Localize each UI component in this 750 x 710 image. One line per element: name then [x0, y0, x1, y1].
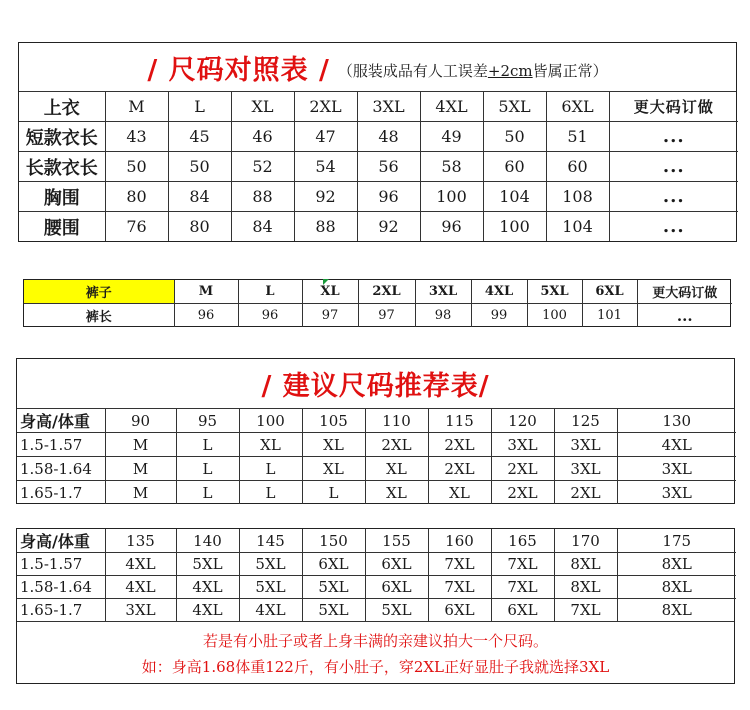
table-cell: L [239, 457, 302, 481]
table-row [17, 457, 736, 481]
table-cell: 7XL [428, 576, 491, 599]
table-cell: 8XL [554, 576, 617, 599]
table-cell: 98 [415, 304, 471, 328]
row-label: 长款衣长 [19, 152, 105, 182]
table-cell: 2XL [491, 457, 554, 481]
recommend-title: / 建议尺码推荐表/ [261, 371, 490, 402]
pants-header-row [24, 280, 732, 304]
table-cell: 3XL [617, 481, 736, 505]
table-cell: M [105, 433, 176, 457]
note-line: 若是有小肚子或者上身丰满的亲建议拍大一个尺码。 [202, 632, 548, 650]
table-row [19, 212, 738, 242]
pants-size-table [23, 279, 731, 327]
table-cell: 6XL [365, 576, 428, 599]
table-cell: 2XL [365, 433, 428, 457]
header-cell: L [168, 92, 231, 122]
cell-comment-marker-icon [323, 279, 329, 285]
table-cell: XL [365, 457, 428, 481]
table-row [17, 576, 736, 599]
table-cell: 4XL [105, 576, 176, 599]
table-cell: 6XL [491, 599, 554, 622]
header-cell: 身高/体重 [17, 529, 105, 553]
table-row [17, 481, 736, 505]
table-cell: 8XL [617, 599, 736, 622]
table-cell: 3XL [554, 457, 617, 481]
header-cell: 上衣 [19, 92, 105, 122]
table-cell: 48 [357, 122, 420, 152]
table-cell: 5XL [365, 599, 428, 622]
table-cell: 4XL [176, 599, 239, 622]
table-row [17, 599, 736, 622]
row-label: 1.58-1.64 [17, 457, 105, 481]
header-cell: 90 [105, 409, 176, 433]
header-cell: L [238, 280, 302, 304]
header-cell: 3XL [357, 92, 420, 122]
row-label: 裤长 [24, 304, 174, 328]
table-cell: 60 [483, 152, 546, 182]
header-cell: 175 [617, 529, 736, 553]
table-cell: 4XL [176, 576, 239, 599]
sizing-notes [17, 621, 734, 686]
header-cell: 135 [105, 529, 176, 553]
table-cell: 80 [105, 182, 168, 212]
header-cell: 145 [239, 529, 302, 553]
header-cell: 更大码订做 [609, 92, 738, 122]
header-cell: XL [231, 92, 294, 122]
header-cell: M [105, 92, 168, 122]
note-line: 如：身高1.68体重122斤，有小肚子，穿2XL正好显肚子我就选择3XL [141, 658, 610, 676]
table-cell: 7XL [491, 576, 554, 599]
header-cell: 2XL [358, 280, 415, 304]
table-row [19, 182, 738, 212]
table-cell: 92 [357, 212, 420, 242]
size-chart-grid [19, 92, 738, 241]
table-cell: 4XL [617, 433, 736, 457]
table-cell: 108 [546, 182, 609, 212]
header-cell: 6XL [582, 280, 637, 304]
header-cell: 2XL [294, 92, 357, 122]
table-cell: 52 [231, 152, 294, 182]
table-cell: 96 [420, 212, 483, 242]
table-cell: L [176, 481, 239, 505]
table-row [19, 152, 738, 182]
table-cell: 7XL [491, 553, 554, 576]
table-cell: XL [239, 433, 302, 457]
table-cell: M [105, 457, 176, 481]
table-cell: 84 [168, 182, 231, 212]
row-label: 胸围 [19, 182, 105, 212]
row-label: 1.5-1.57 [17, 433, 105, 457]
table-cell: 5XL [302, 576, 365, 599]
table-cell: L [239, 481, 302, 505]
table-cell: 5XL [239, 576, 302, 599]
size-chart-table [18, 42, 737, 242]
recommend-header-row [17, 529, 736, 553]
header-cell: 115 [428, 409, 491, 433]
header-cell: 120 [491, 409, 554, 433]
row-label: 1.65-1.7 [17, 481, 105, 505]
table-cell: 56 [357, 152, 420, 182]
size-chart-title-row [19, 43, 736, 92]
table-cell: 47 [294, 122, 357, 152]
row-label: 1.5-1.57 [17, 553, 105, 576]
table-cell: 6XL [365, 553, 428, 576]
table-cell: 84 [231, 212, 294, 242]
table-cell: 50 [168, 152, 231, 182]
table-cell: 58 [420, 152, 483, 182]
table-cell: XL [302, 433, 365, 457]
table-cell: 3XL [105, 599, 176, 622]
table-row [17, 553, 736, 576]
header-cell: 5XL [527, 280, 582, 304]
table-cell: 101 [582, 304, 637, 328]
table-cell: 4XL [105, 553, 176, 576]
table-cell: 5XL [239, 553, 302, 576]
row-label: 短款衣长 [19, 122, 105, 152]
table-row [19, 122, 738, 152]
more-ellipsis: ... [609, 152, 738, 182]
table-cell: L [302, 481, 365, 505]
table-cell: 96 [238, 304, 302, 328]
recommend-header-row [17, 409, 736, 433]
header-cell: 3XL [415, 280, 471, 304]
header-cell: M [174, 280, 238, 304]
table-row [24, 304, 732, 328]
table-row [17, 433, 736, 457]
table-cell: 3XL [617, 457, 736, 481]
table-cell: 3XL [554, 433, 617, 457]
table-cell: L [176, 457, 239, 481]
table-cell: 54 [294, 152, 357, 182]
header-cell: 95 [176, 409, 239, 433]
table-cell: 88 [294, 212, 357, 242]
table-cell: 96 [357, 182, 420, 212]
table-cell: 100 [527, 304, 582, 328]
table-cell: 51 [546, 122, 609, 152]
table-cell: 2XL [428, 457, 491, 481]
recommend-title-row [17, 359, 734, 409]
table-cell: 92 [294, 182, 357, 212]
header-cell: 130 [617, 409, 736, 433]
table-cell: 2XL [491, 481, 554, 505]
header-cell: 更大码订做 [637, 280, 732, 304]
recommend-table [16, 358, 735, 504]
table-cell: 43 [105, 122, 168, 152]
recommend-table-2 [16, 528, 735, 684]
header-cell: 125 [554, 409, 617, 433]
table-cell: 7XL [428, 553, 491, 576]
header-cell: 4XL [420, 92, 483, 122]
table-cell: 49 [420, 122, 483, 152]
recommend-grid-2 [17, 529, 736, 621]
table-cell: 6XL [302, 553, 365, 576]
table-cell: 76 [105, 212, 168, 242]
table-cell: 5XL [176, 553, 239, 576]
header-cell: 105 [302, 409, 365, 433]
more-ellipsis: ... [609, 122, 738, 152]
header-cell: 100 [239, 409, 302, 433]
table-cell: 97 [358, 304, 415, 328]
table-cell: 2XL [554, 481, 617, 505]
table-cell: L [176, 433, 239, 457]
table-cell: 88 [231, 182, 294, 212]
header-cell: 110 [365, 409, 428, 433]
pants-label-cell: 裤子 [24, 280, 174, 304]
header-cell: 5XL [483, 92, 546, 122]
recommend-grid [17, 409, 736, 504]
size-chart-title: / 尺码对照表 / [147, 54, 330, 86]
header-cell: XL [302, 280, 358, 304]
table-cell: 80 [168, 212, 231, 242]
table-cell: 8XL [617, 576, 736, 599]
size-chart-note: （服装成品有人工误差+2cm皆属正常） [337, 61, 608, 80]
header-cell: 6XL [546, 92, 609, 122]
size-chart-header-row [19, 92, 738, 122]
table-cell: 45 [168, 122, 231, 152]
table-cell: 3XL [491, 433, 554, 457]
header-cell: 165 [491, 529, 554, 553]
table-cell: XL [302, 457, 365, 481]
row-label: 1.58-1.64 [17, 576, 105, 599]
header-cell: 身高/体重 [17, 409, 105, 433]
table-cell: 100 [420, 182, 483, 212]
header-cell: 155 [365, 529, 428, 553]
table-cell: M [105, 481, 176, 505]
table-cell: 104 [546, 212, 609, 242]
more-ellipsis: ... [609, 182, 738, 212]
table-cell: 96 [174, 304, 238, 328]
header-cell: 140 [176, 529, 239, 553]
table-cell: XL [428, 481, 491, 505]
header-cell: 160 [428, 529, 491, 553]
table-cell: 97 [302, 304, 358, 328]
table-cell: 46 [231, 122, 294, 152]
table-cell: 50 [105, 152, 168, 182]
row-label: 腰围 [19, 212, 105, 242]
header-cell: 150 [302, 529, 365, 553]
table-cell: 6XL [428, 599, 491, 622]
table-cell: 4XL [239, 599, 302, 622]
table-cell: 8XL [617, 553, 736, 576]
table-cell: 8XL [554, 553, 617, 576]
table-cell: 60 [546, 152, 609, 182]
pants-size-grid [24, 280, 732, 327]
table-cell: 7XL [554, 599, 617, 622]
table-cell: 2XL [428, 433, 491, 457]
row-label: 1.65-1.7 [17, 599, 105, 622]
header-cell: 4XL [471, 280, 527, 304]
table-cell: 104 [483, 182, 546, 212]
more-ellipsis: ... [609, 212, 738, 242]
header-cell: 170 [554, 529, 617, 553]
table-cell: 5XL [302, 599, 365, 622]
more-ellipsis: ... [637, 304, 732, 328]
table-cell: 50 [483, 122, 546, 152]
table-cell: XL [365, 481, 428, 505]
table-cell: 99 [471, 304, 527, 328]
table-cell: 100 [483, 212, 546, 242]
